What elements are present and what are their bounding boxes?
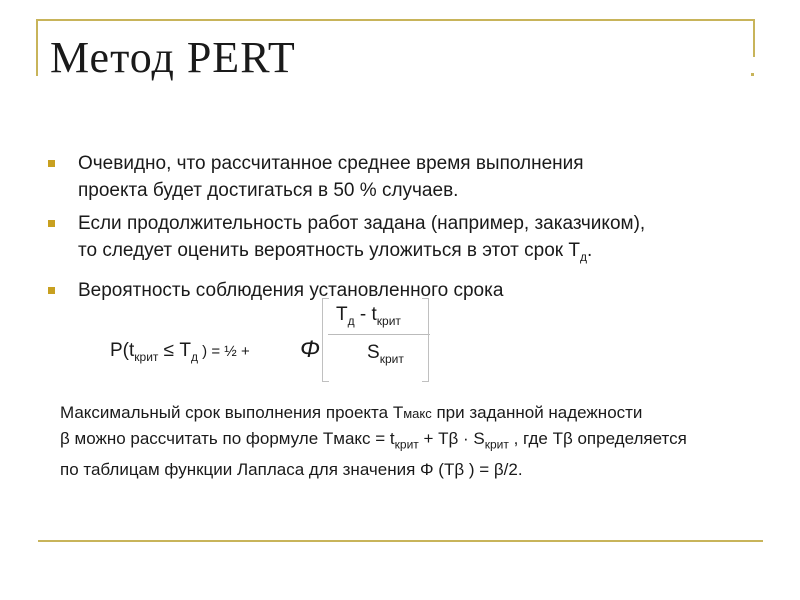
formula-text: T <box>336 304 348 325</box>
bullet-item-1 <box>48 150 768 204</box>
bullet-list <box>48 150 768 310</box>
bullet-square-icon <box>48 160 55 167</box>
formula-denominator <box>367 342 404 366</box>
subscript: д <box>580 249 588 264</box>
fraction-bar <box>328 334 430 335</box>
bullet-square-icon <box>48 220 55 227</box>
title-frame-right <box>753 19 755 57</box>
bullet-text-run: то следует оценить вероятность уложиться в этот срок T <box>78 240 580 261</box>
bullet-line: проекта будет достигаться в 50 % случаев. <box>78 180 459 201</box>
title-frame-top <box>36 19 755 21</box>
para-text: + Tβ · S <box>418 429 485 448</box>
bullet-line: Очевидно, что рассчитанное среднее время выполнения <box>78 153 584 174</box>
subscript: д <box>191 349 199 364</box>
bullet-square-icon <box>48 287 55 294</box>
frame-dot <box>751 73 754 76</box>
formula-numerator <box>336 304 401 328</box>
right-bracket <box>422 298 429 382</box>
subscript: макс <box>403 406 432 421</box>
subscript: крит <box>484 437 509 452</box>
phi-symbol: Φ <box>300 336 321 363</box>
formula-text: P(t <box>110 340 135 361</box>
slide-title: Метод PERT <box>50 33 296 82</box>
para-text: , где Tβ определяется <box>508 429 687 448</box>
subscript: крит <box>394 437 419 452</box>
para-text: β можно рассчитать по формуле Tмакс = t <box>60 429 395 448</box>
bullet-line: Если продолжительность работ задана (например, заказчиком), <box>78 213 646 234</box>
para-text: по таблицам функции Лапласа для значения Φ (Tβ ) = β/2. <box>60 460 523 480</box>
para-text: Максимальный срок выполнения проекта T <box>60 403 404 422</box>
subscript: крит <box>376 313 401 328</box>
para-text: при заданной надежности <box>431 403 643 422</box>
bullet-item-2 <box>48 210 768 271</box>
subscript: крит <box>134 349 159 364</box>
probability-formula <box>110 296 440 386</box>
formula-text: ≤ T <box>158 340 191 361</box>
bullet-text-run: . <box>587 240 593 261</box>
subscript: д <box>347 313 355 328</box>
formula-lhs <box>110 340 250 364</box>
bullet-line <box>78 237 768 271</box>
title-frame-left <box>36 19 38 76</box>
formula-text: S <box>367 342 380 363</box>
formula-text: - t <box>354 304 377 325</box>
formula-text: ) = ½ + <box>198 343 250 360</box>
bottom-rule <box>38 540 763 542</box>
max-duration-paragraph <box>60 400 790 482</box>
bullet-line: Вероятность соблюдения установленного срока <box>78 279 504 301</box>
subscript: крит <box>379 351 404 366</box>
left-bracket <box>322 298 329 382</box>
